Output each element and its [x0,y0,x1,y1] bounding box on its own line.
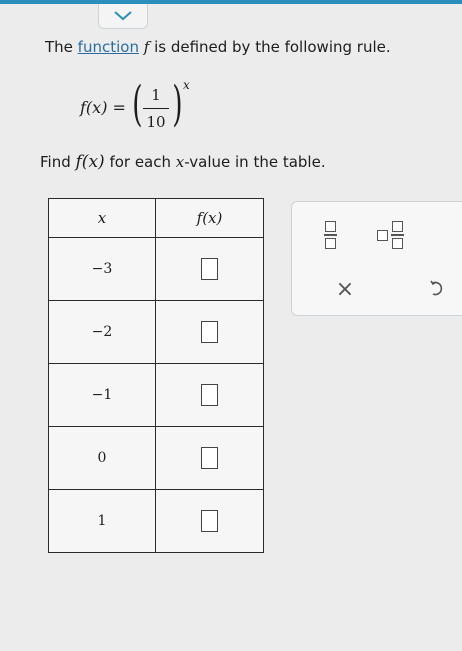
function-symbol: f [143,38,150,56]
rule-numerator: 1 [151,86,161,104]
fx-cell [156,364,264,427]
x-value-cell: −3 [49,238,156,301]
answer-input[interactable] [201,321,218,343]
undo-icon [430,280,444,298]
answer-input[interactable] [201,258,218,280]
values-table [48,198,264,553]
rule-exponent: x [183,78,190,92]
rule-denominator: 10 [146,113,166,131]
x-value-cell: 0 [49,427,156,490]
question-instruction [40,152,326,172]
math-tools-panel [291,201,462,316]
fraction-bar [143,108,169,109]
answer-input[interactable] [201,510,218,532]
mixed-number-button[interactable] [370,220,410,250]
intro-suffix: is defined by the following rule. [149,38,391,56]
left-paren: ( [132,76,143,132]
fraction-button[interactable] [318,220,342,250]
x-value-cell: −1 [49,364,156,427]
x-value-cell: 1 [49,490,156,553]
find-func: f(x) [75,152,105,172]
find-var: x [175,153,185,171]
fx-cell [156,301,264,364]
answer-input[interactable] [201,384,218,406]
collapse-toggle[interactable] [98,4,148,29]
find-prefix: Find [40,153,76,171]
header-x: x [49,199,156,238]
x-value-cell: −2 [49,301,156,364]
fraction-icon [324,221,337,249]
fx-cell [156,490,264,553]
fx-cell [156,238,264,301]
top-accent-bar [0,0,462,4]
table-header-row [49,199,264,238]
undo-button[interactable] [422,274,452,304]
function-link[interactable]: function [77,38,139,56]
rule-lhs: f(x) = [80,98,126,117]
table-row [49,301,264,364]
intro-prefix: The [45,38,78,56]
table-row [49,427,264,490]
question-intro [45,38,391,56]
right-paren: ) [172,76,183,132]
mixed-number-icon [377,221,404,249]
clear-button[interactable]: × [335,276,355,302]
table-row [49,490,264,553]
table-row [49,238,264,301]
find-middle: for each [104,153,176,171]
find-suffix: -value in the table. [184,153,326,171]
header-fx: f(x) [156,199,264,238]
table-row [49,364,264,427]
rule-fraction [139,84,173,133]
answer-input[interactable] [201,447,218,469]
chevron-down-icon [114,11,132,21]
fx-cell [156,427,264,490]
